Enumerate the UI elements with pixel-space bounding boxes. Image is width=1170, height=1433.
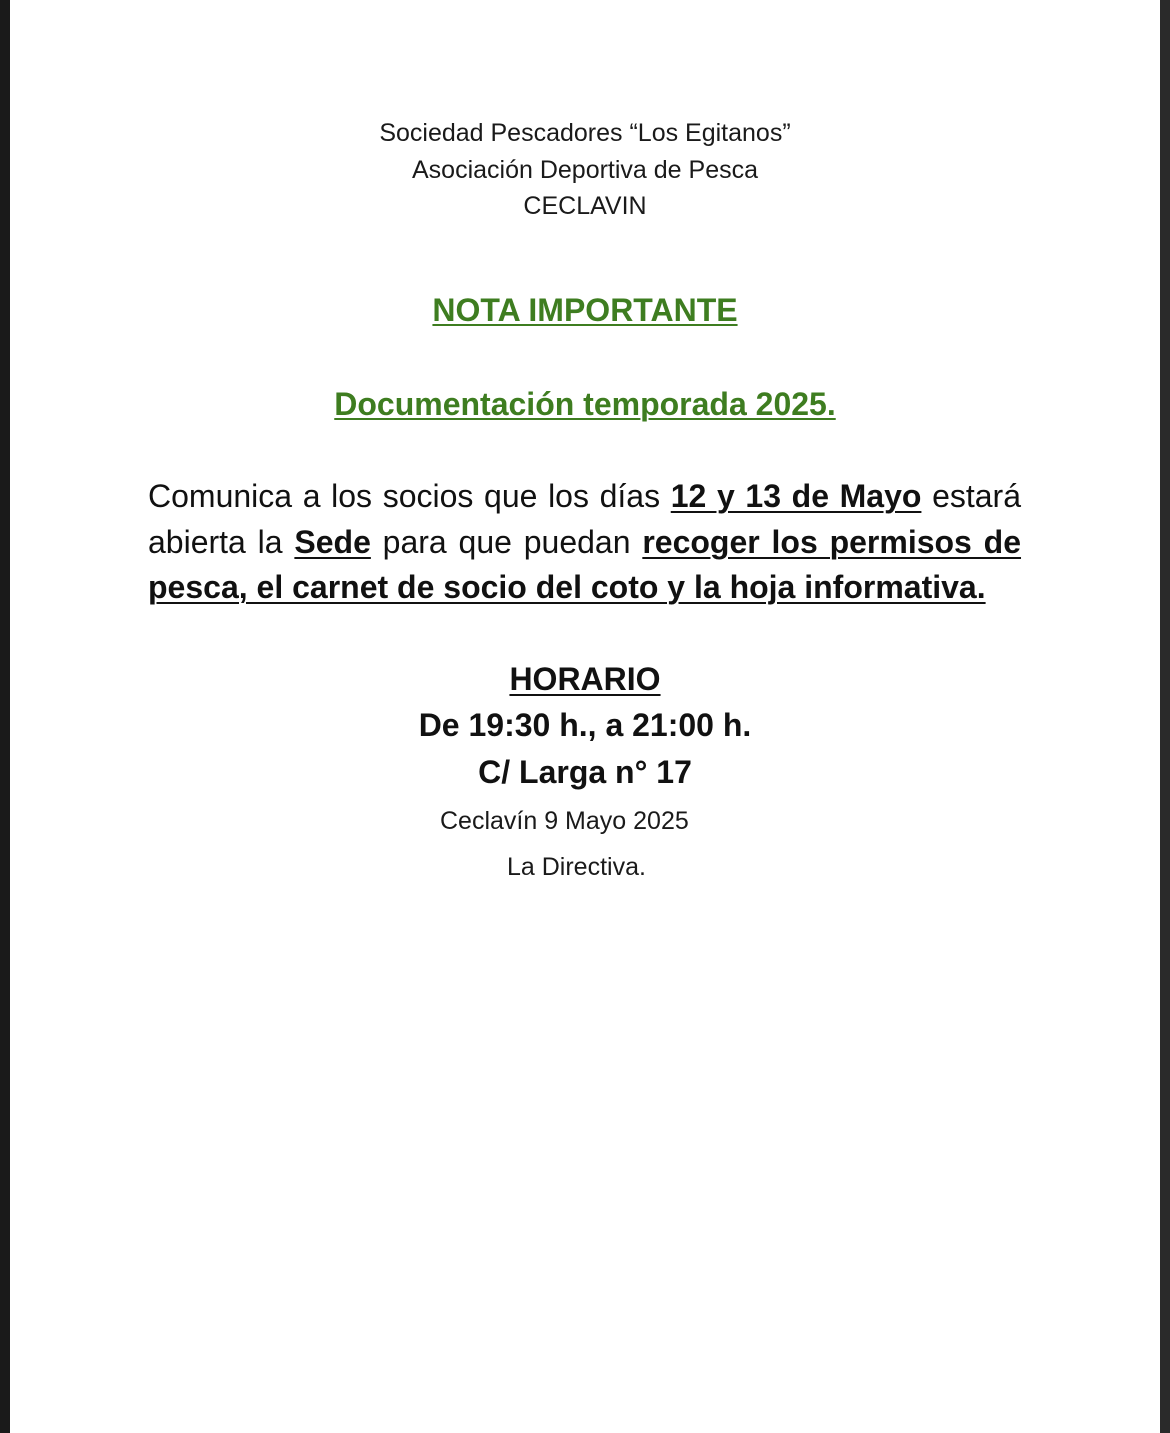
town-name: CECLAVIN (523, 192, 647, 220)
document-page (10, 0, 1160, 1433)
body-place: Sede (294, 523, 371, 560)
schedule-label: HORARIO (509, 661, 661, 697)
society-name: Sociedad Pescadores “Los Egitanos” (379, 119, 791, 147)
schedule-address: C/ Larga n° 17 (478, 754, 692, 790)
footer-date: Ceclavín 9 Mayo 2025 (440, 807, 689, 835)
notice-body (148, 474, 1021, 611)
body-action: recoger los permisos de pesca, el carnet de socio del coto y la hoja informativa. (148, 523, 1022, 605)
association-name: Asociación Deportiva de Pesca (411, 156, 759, 184)
body-text-part1: Comunica a los socios que los días (148, 478, 671, 514)
notice-subtitle: Documentación temporada 2025. (334, 386, 836, 422)
page-edge (1160, 0, 1170, 1433)
schedule-hours: De 19:30 h., a 21:00 h. (418, 707, 752, 743)
body-text-part3: para que puedan (370, 523, 643, 560)
footer-signature: La Directiva. (507, 853, 646, 881)
notice-title: NOTA IMPORTANTE (432, 292, 738, 328)
body-dates: 12 y 13 de Mayo (670, 478, 922, 514)
body-text-part2: estará abierta la (148, 478, 1021, 560)
